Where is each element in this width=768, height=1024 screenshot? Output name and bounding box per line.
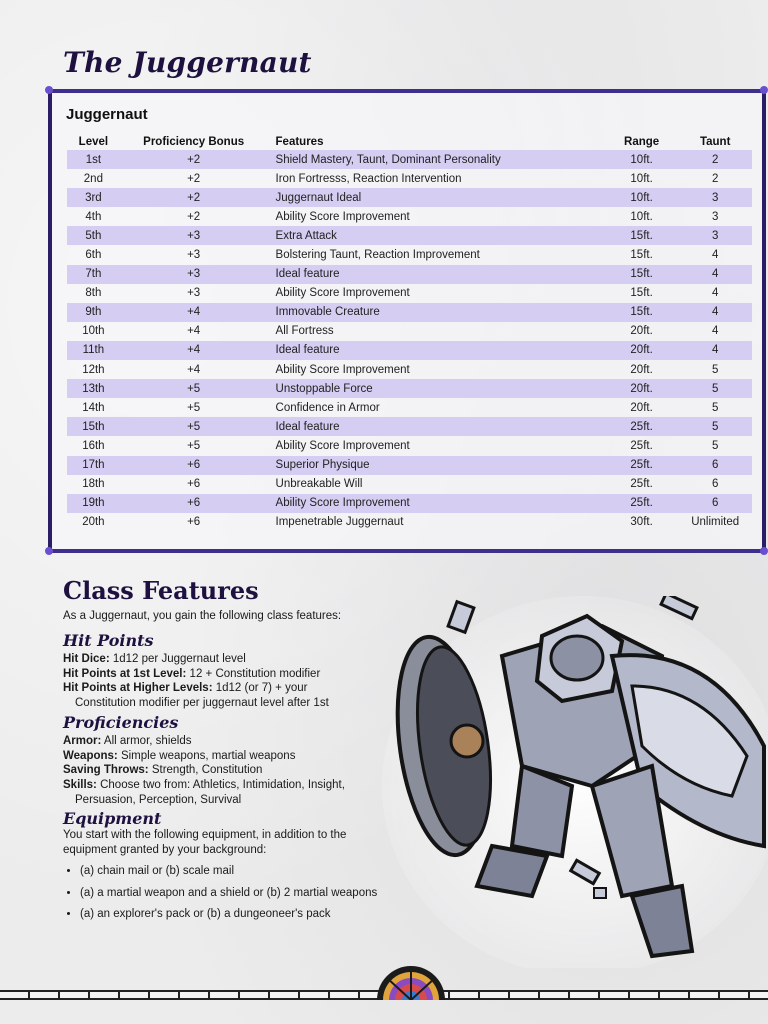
table-row xyxy=(67,303,752,322)
cell-proficiency-bonus: +2 xyxy=(187,172,201,185)
cell-taunt: 6 xyxy=(678,494,752,513)
table-row xyxy=(67,456,752,475)
cell-proficiency-bonus: +6 xyxy=(187,516,201,529)
class-features-heading: Class Features xyxy=(63,576,259,605)
cell-level: 20th xyxy=(82,516,105,529)
cell-proficiency-bonus: +3 xyxy=(120,226,268,245)
equipment-list xyxy=(63,864,380,929)
table-body xyxy=(67,150,752,532)
skills-line xyxy=(63,778,345,793)
cell-taunt: 3 xyxy=(678,188,752,207)
cell-features: Unbreakable Will xyxy=(275,478,363,491)
table-row xyxy=(67,398,752,417)
cell-proficiency-bonus: +2 xyxy=(120,188,268,207)
cell-range: 10ft. xyxy=(605,150,679,169)
hit-points-heading: Hit Points xyxy=(63,631,154,650)
cell-taunt: 5 xyxy=(711,439,719,452)
hp-higher-levels-line xyxy=(63,681,329,696)
cell-level: 19th xyxy=(67,494,120,513)
cell-range: 10ft. xyxy=(630,172,653,185)
frame-corner-ornament xyxy=(760,86,768,94)
cell-level: 6th xyxy=(85,249,102,262)
header-taunt: Taunt xyxy=(699,135,731,148)
table-header-row xyxy=(67,133,752,150)
armor-line xyxy=(63,734,345,749)
hit-dice-label: Hit Dice: xyxy=(63,653,110,665)
cell-level: 16th xyxy=(82,439,105,452)
table-row xyxy=(67,417,752,436)
cell-features: Ability Score Improvement xyxy=(275,363,410,376)
cell-level: 4th xyxy=(85,210,102,223)
cell-proficiency-bonus: +3 xyxy=(187,249,201,262)
table-row xyxy=(67,150,752,169)
table-row xyxy=(67,245,752,264)
cell-features: All Fortress xyxy=(275,325,334,338)
header-range: Range xyxy=(624,135,660,148)
cell-taunt: Unlimited xyxy=(691,516,740,529)
table-row xyxy=(67,475,752,494)
cell-taunt: 2 xyxy=(711,172,719,185)
cell-features: Bolstering Taunt, Reaction Improvement xyxy=(275,249,480,262)
cell-proficiency-bonus: +5 xyxy=(187,439,201,452)
cell-proficiency-bonus: +5 xyxy=(187,401,201,414)
cell-range: 15ft. xyxy=(605,303,679,322)
armor-label: Armor: xyxy=(63,735,102,747)
cell-features: Ideal feature xyxy=(268,417,605,436)
hit-dice-line xyxy=(63,652,329,667)
juggernaut-illustration xyxy=(372,596,768,968)
table-row xyxy=(67,513,752,532)
cell-features: Ability Score Improvement xyxy=(275,287,410,300)
hp-first-level-value: 12 + Constitution modifier xyxy=(189,667,321,680)
cell-proficiency-bonus: +5 xyxy=(120,417,268,436)
hit-points-block xyxy=(63,652,329,711)
cell-range: 30ft. xyxy=(630,516,653,529)
cell-proficiency-bonus: +5 xyxy=(120,379,268,398)
cell-level: 1st xyxy=(67,150,120,169)
cell-features: Immovable Creature xyxy=(268,303,605,322)
cell-range: 25ft. xyxy=(605,494,679,513)
frame-corner-ornament xyxy=(45,86,53,94)
equipment-intro-line: equipment granted by your background: xyxy=(63,843,267,856)
table-caption: Juggernaut xyxy=(66,106,148,123)
equipment-item: • (a) an explorer's pack or (b) a dungeoneer's pack xyxy=(80,907,380,922)
hp-higher-levels-value: 1d12 (or 7) + your xyxy=(215,682,308,695)
cell-level: 18th xyxy=(82,478,105,491)
armor-value: All armor, shields xyxy=(103,735,192,747)
hit-dice-value: 1d12 per Juggernaut level xyxy=(112,653,246,665)
frame-corner-ornament xyxy=(45,547,53,555)
cell-range: 10ft. xyxy=(605,188,679,207)
cell-features: Ideal feature xyxy=(268,341,605,360)
cell-taunt: 4 xyxy=(678,265,752,284)
cell-proficiency-bonus: +6 xyxy=(187,478,201,491)
cell-proficiency-bonus: +6 xyxy=(120,456,268,475)
cell-range: 25ft. xyxy=(605,417,679,436)
cell-level: 12th xyxy=(82,363,105,376)
saving-throws-line xyxy=(63,763,345,778)
cell-features: Shield Mastery, Taunt, Dominant Personality xyxy=(268,150,605,169)
cell-level: 9th xyxy=(67,303,120,322)
cell-taunt: 6 xyxy=(711,478,719,491)
cell-range: 20ft. xyxy=(630,401,653,414)
header-level: Level xyxy=(78,135,109,148)
cell-proficiency-bonus: +2 xyxy=(120,150,268,169)
cell-taunt: 4 xyxy=(711,325,719,338)
cell-taunt: 2 xyxy=(678,150,752,169)
table-row xyxy=(67,188,752,207)
cell-range: 25ft. xyxy=(630,439,653,452)
table-row xyxy=(67,284,752,303)
cell-features: Juggernaut Ideal xyxy=(268,188,605,207)
cell-taunt: 4 xyxy=(711,287,719,300)
cell-level: 10th xyxy=(82,325,105,338)
cell-taunt: 6 xyxy=(678,456,752,475)
hp-higher-levels-label: Hit Points at Higher Levels: xyxy=(63,682,213,695)
class-features-intro: As a Juggernaut, you gain the following class features: xyxy=(63,610,342,622)
cell-taunt: 3 xyxy=(678,226,752,245)
cell-range: 20ft. xyxy=(605,341,679,360)
cell-level: 11th xyxy=(67,341,120,360)
cell-proficiency-bonus: +3 xyxy=(120,265,268,284)
skills-label: Skills: xyxy=(63,779,97,792)
equipment-intro xyxy=(63,828,346,857)
cell-level: 14th xyxy=(82,401,105,414)
cell-range: 20ft. xyxy=(630,325,653,338)
cell-level: 5th xyxy=(67,226,120,245)
cell-range: 15ft. xyxy=(630,287,653,300)
equipment-item: • (a) chain mail or (b) scale mail xyxy=(80,864,380,879)
cell-level: 8th xyxy=(85,287,102,300)
saving-throws-value: Strength, Constitution xyxy=(151,764,263,777)
cell-taunt: 4 xyxy=(678,303,752,322)
cell-taunt: 5 xyxy=(711,363,719,376)
cell-features: Ability Score Improvement xyxy=(275,210,410,223)
cell-taunt: 3 xyxy=(711,210,719,223)
table-row xyxy=(67,360,752,379)
cell-features: Ability Score Improvement xyxy=(268,494,605,513)
page-title: The Juggernaut xyxy=(63,46,312,79)
saving-throws-label: Saving Throws: xyxy=(63,764,149,777)
cell-proficiency-bonus: +4 xyxy=(187,325,201,338)
cell-range: 15ft. xyxy=(605,265,679,284)
table-row xyxy=(67,436,752,455)
cell-features: Unstoppable Force xyxy=(268,379,605,398)
cell-level: 7th xyxy=(67,265,120,284)
cell-taunt: 5 xyxy=(678,417,752,436)
header-proficiency-bonus: Proficiency Bonus xyxy=(143,135,245,148)
table-row xyxy=(67,226,752,245)
cell-features: Confidence in Armor xyxy=(275,401,380,414)
proficiencies-heading: Proficiencies xyxy=(63,713,179,732)
cell-level: 15th xyxy=(67,417,120,436)
cell-range: 10ft. xyxy=(630,210,653,223)
cell-proficiency-bonus: +4 xyxy=(120,303,268,322)
equipment-heading: Equipment xyxy=(63,809,162,828)
cell-range: 25ft. xyxy=(605,456,679,475)
cell-range: 15ft. xyxy=(605,226,679,245)
hp-first-level-label: Hit Points at 1st Level: xyxy=(63,667,187,680)
table-row xyxy=(67,169,752,188)
cell-features: Extra Attack xyxy=(268,226,605,245)
table-row xyxy=(67,379,752,398)
rose-window-ornament xyxy=(375,962,447,1000)
cell-level: 2nd xyxy=(83,172,103,185)
header-features: Features xyxy=(275,135,324,148)
frame-corner-ornament xyxy=(760,547,768,555)
table-row xyxy=(67,265,752,284)
table-row xyxy=(67,494,752,513)
cell-proficiency-bonus: +4 xyxy=(120,341,268,360)
table-row xyxy=(67,322,752,341)
cell-features: Ability Score Improvement xyxy=(275,439,410,452)
weapons-label: Weapons: xyxy=(63,749,118,762)
cell-features: Ideal feature xyxy=(268,265,605,284)
cell-range: 15ft. xyxy=(630,249,653,262)
hp-higher-levels-cont: Constitution modifier per juggernaut level after 1st xyxy=(75,697,329,710)
cell-level: 13th xyxy=(67,379,120,398)
cell-features: Superior Physique xyxy=(268,456,605,475)
cell-taunt: 5 xyxy=(678,379,752,398)
cell-range: 20ft. xyxy=(630,363,653,376)
table-row xyxy=(67,207,752,226)
proficiencies-block xyxy=(63,734,345,808)
skills-cont: Persuasion, Perception, Survival xyxy=(75,793,242,806)
cell-taunt: 4 xyxy=(711,249,719,262)
cell-features: Impenetrable Juggernaut xyxy=(275,516,404,529)
equipment-item: • (a) a martial weapon and a shield or (b) 2 martial weapons xyxy=(80,886,380,901)
cell-range: 20ft. xyxy=(605,379,679,398)
cell-proficiency-bonus: +4 xyxy=(187,363,201,376)
table-row xyxy=(67,341,752,360)
skills-value: Choose two from: Athletics, Intimidation, Insight, xyxy=(100,779,345,792)
cell-range: 25ft. xyxy=(630,478,653,491)
cell-level: 17th xyxy=(67,456,120,475)
hp-first-level-line xyxy=(63,667,329,682)
cell-proficiency-bonus: +3 xyxy=(187,287,201,300)
cell-level: 3rd xyxy=(67,188,120,207)
weapons-line xyxy=(63,749,345,764)
cell-taunt: 4 xyxy=(678,341,752,360)
equipment-intro-line: You start with the following equipment, in addition to the xyxy=(63,829,347,841)
level-table xyxy=(67,133,752,532)
cell-proficiency-bonus: +2 xyxy=(187,210,201,223)
cell-features: Iron Fortresss, Reaction Intervention xyxy=(275,172,462,185)
weapons-value: Simple weapons, martial weapons xyxy=(120,749,296,762)
cell-proficiency-bonus: +6 xyxy=(120,494,268,513)
cell-taunt: 5 xyxy=(711,401,719,414)
